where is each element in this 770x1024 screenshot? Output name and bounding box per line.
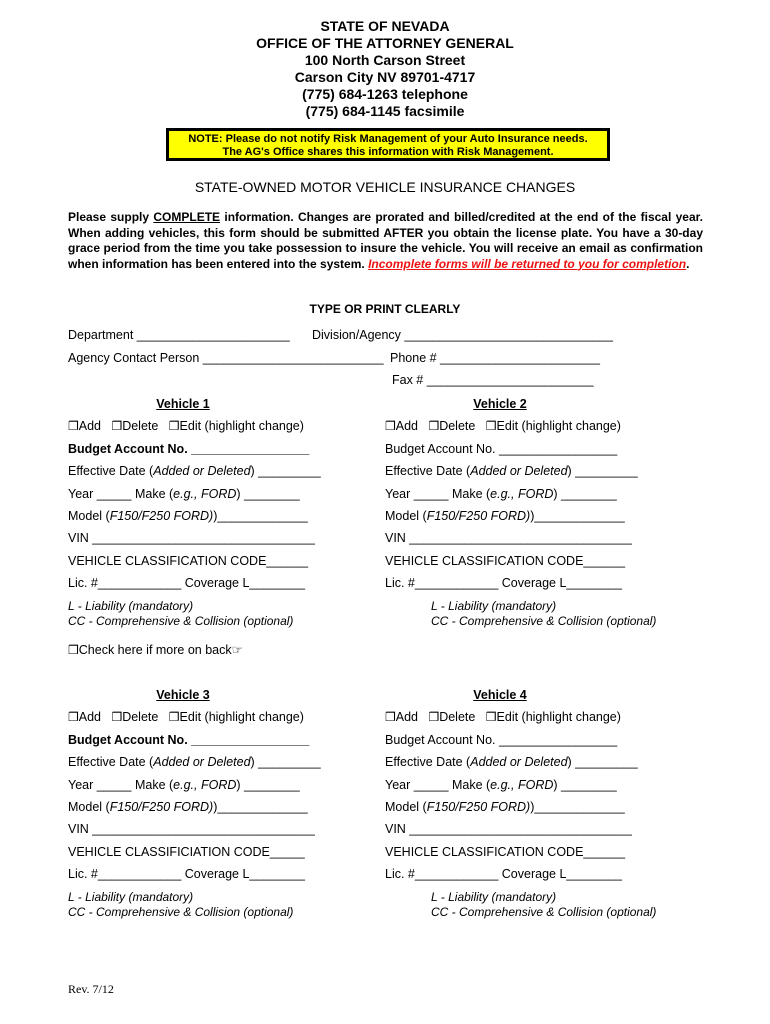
model-italic: F150/F250 FORD) [426,800,531,814]
vehicle-1-comprehensive-note: CC - Comprehensive & Collision (optional) [68,614,294,628]
eff-italic: Added or Deleted [470,755,568,769]
vehicle-2-vin[interactable]: VIN ________________________________ [385,531,632,545]
vehicle-2-delete-label: Delete [439,419,476,433]
model-post: )_____________ [530,800,625,814]
vehicle-4-budget-account[interactable]: Budget Account No. _________________ [385,733,618,747]
intro-complete: COMPLETE [153,210,221,224]
vehicle-1-model[interactable] [68,509,308,523]
year-italic: e.g., FORD [490,778,554,792]
vehicle-4-comprehensive-note: CC - Comprehensive & Collision (optional) [431,905,657,919]
vehicle-3-add-label: Add [78,710,102,724]
vehicle-1-action-row [68,419,304,433]
eff-pre: Effective Date ( [385,464,471,478]
eff-post: ) _________ [567,464,638,478]
type-print-heading: TYPE OR PRINT CLEARLY [309,302,461,316]
vehicle-4-liability-note: L - Liability (mandatory) [431,890,557,904]
vehicle-4-delete-checkbox[interactable]: ❒ [428,710,440,724]
hand-pointer-icon: ☞ [231,643,243,657]
model-pre: Model ( [68,509,110,523]
vehicle-1-vin[interactable]: VIN ________________________________ [68,531,315,545]
note-line-2: The AG's Office shares this information with Risk Management. [222,146,554,158]
eff-italic: Added or Deleted [153,464,251,478]
vehicle-2-license-coverage[interactable]: Lic. #____________ Coverage L________ [385,576,623,590]
vehicle-3-license-coverage[interactable]: Lic. #____________ Coverage L________ [68,867,306,881]
vehicle-3-effective-date[interactable] [68,755,321,769]
vehicle-4-vin[interactable]: VIN ________________________________ [385,822,632,836]
revision-label: Rev. 7/12 [68,982,114,996]
vehicle-1-edit-label: Edit (highlight change) [179,419,304,433]
vehicle-4-edit-label: Edit (highlight change) [496,710,621,724]
vehicle-4-delete-label: Delete [439,710,476,724]
year-italic: e.g., FORD [490,487,554,501]
model-italic: F150/F250 FORD) [426,509,531,523]
vehicle-2-classification-code[interactable]: VEHICLE CLASSIFICATION CODE______ [385,554,626,568]
header-street: 100 North Carson Street [304,52,466,68]
vehicle-1-classification-code[interactable]: VEHICLE CLASSIFICATION CODE______ [68,554,309,568]
vehicle-3-edit-checkbox[interactable]: ❒ [168,710,180,724]
model-italic: F150/F250 FORD) [109,509,214,523]
year-italic: e.g., FORD [173,778,237,792]
vehicle-4-model[interactable] [385,800,625,814]
year-post: ) ________ [236,487,300,501]
vehicle-2-delete-checkbox[interactable]: ❒ [428,419,440,433]
year-pre: Year _____ Make ( [385,778,491,792]
eff-pre: Effective Date ( [385,755,471,769]
model-pre: Model ( [68,800,110,814]
year-pre: Year _____ Make ( [68,487,174,501]
vehicle-1-license-coverage[interactable]: Lic. #____________ Coverage L________ [68,576,306,590]
model-italic: F150/F250 FORD) [109,800,214,814]
agency-contact-field[interactable]: Agency Contact Person __________________________ [68,351,384,365]
intro-text-2: information. Changes are prorated and billed/credited at the end of the fiscal year. When adding vehicles, this form should be submitted AFTER you obtain the license plate. You have a 30-day grace period from the time you take possession to insure the vehicle. You will receive an email as confirmation when information has been entered into the system. [68,210,703,271]
vehicle-2-action-row [385,419,621,433]
year-post: ) ________ [236,778,300,792]
intro-text-1: Please supply [68,210,154,224]
vehicle-1-budget-account[interactable]: Budget Account No. _________________ [68,442,310,456]
model-post: )_____________ [213,509,308,523]
vehicle-1-liability-note: L - Liability (mandatory) [68,599,194,613]
eff-italic: Added or Deleted [153,755,251,769]
vehicle-4-title: Vehicle 4 [473,688,527,702]
vehicle-4-year-make[interactable] [385,778,617,792]
eff-post: ) _________ [250,755,321,769]
vehicle-1-effective-date[interactable] [68,464,321,478]
vehicle-1-title: Vehicle 1 [156,397,210,411]
year-post: ) ________ [553,487,617,501]
check-more-on-back[interactable] [68,642,243,657]
model-post: )_____________ [213,800,308,814]
vehicle-3-title: Vehicle 3 [156,688,210,702]
year-pre: Year _____ Make ( [385,487,491,501]
vehicle-1-delete-label: Delete [122,419,159,433]
vehicle-4-edit-checkbox[interactable]: ❒ [485,710,497,724]
agency-header [0,18,770,120]
year-italic: e.g., FORD [173,487,237,501]
intro-warning: Incomplete forms will be returned to you for completion [368,256,687,271]
vehicle-3-comprehensive-note: CC - Comprehensive & Collision (optional) [68,905,294,919]
department-field[interactable]: Department ______________________ [68,328,290,342]
vehicle-3-delete-label: Delete [122,710,159,724]
vehicle-4-license-coverage[interactable]: Lic. #____________ Coverage L________ [385,867,623,881]
fax-field[interactable]: Fax # ________________________ [392,373,594,387]
vehicle-4-add-label: Add [395,710,419,724]
year-post: ) ________ [553,778,617,792]
vehicle-2-edit-checkbox[interactable]: ❒ [485,419,497,433]
vehicle-2-edit-label: Edit (highlight change) [496,419,621,433]
vehicle-4-action-row [385,710,621,724]
vehicle-2-add-checkbox[interactable]: ❒ [385,419,396,433]
vehicle-3-budget-account[interactable]: Budget Account No. _________________ [68,733,310,747]
header-city: Carson City NV 89701-4717 [294,69,476,85]
vehicle-2-liability-note: L - Liability (mandatory) [431,599,557,613]
model-pre: Model ( [385,509,427,523]
vehicle-3-action-row [68,710,304,724]
division-agency-field[interactable]: Division/Agency ______________________________ [312,328,613,342]
eff-pre: Effective Date ( [68,755,154,769]
vehicle-2-budget-account[interactable]: Budget Account No. _________________ [385,442,618,456]
header-state: STATE OF NEVADA [320,18,450,34]
vehicle-1-add-label: Add [78,419,102,433]
checkbox-icon[interactable]: ❒ [68,643,79,657]
instructions-paragraph [68,210,703,272]
vehicle-1-edit-checkbox[interactable]: ❒ [168,419,180,433]
vehicle-3-vin[interactable]: VIN ________________________________ [68,822,315,836]
phone-field[interactable]: Phone # _______________________ [390,351,600,365]
vehicle-3-model[interactable] [68,800,308,814]
header-telephone: (775) 684-1263 telephone [302,86,468,102]
year-pre: Year _____ Make ( [68,778,174,792]
vehicle-1-add-checkbox[interactable]: ❒ [68,419,79,433]
form-title: STATE-OWNED MOTOR VEHICLE INSURANCE CHANGES [194,179,576,195]
header-office: OFFICE OF THE ATTORNEY GENERAL [256,35,514,51]
vehicle-2-effective-date[interactable] [385,464,638,478]
eff-post: ) _________ [250,464,321,478]
check-back-label: Check here if more on back [78,643,232,657]
vehicle-3-year-make[interactable] [68,778,300,792]
vehicle-3-liability-note: L - Liability (mandatory) [68,890,194,904]
model-pre: Model ( [385,800,427,814]
vehicle-3-classification-code[interactable]: VEHICLE CLASSIFICIATION CODE_____ [68,845,305,859]
header-facsimile: (775) 684-1145 facsimile [305,103,465,119]
vehicle-4-effective-date[interactable] [385,755,638,769]
vehicle-2-comprehensive-note: CC - Comprehensive & Collision (optional) [431,614,657,628]
vehicle-2-title: Vehicle 2 [473,397,527,411]
intro-end: . [686,256,690,271]
vehicle-2-year-make[interactable] [385,487,617,501]
model-post: )_____________ [530,509,625,523]
vehicle-1-year-make[interactable] [68,487,300,501]
vehicle-3-delete-checkbox[interactable]: ❒ [111,710,123,724]
eff-post: ) _________ [567,755,638,769]
eff-pre: Effective Date ( [68,464,154,478]
note-box [166,128,610,161]
vehicle-3-add-checkbox[interactable]: ❒ [68,710,79,724]
vehicle-4-classification-code[interactable]: VEHICLE CLASSIFICATION CODE______ [385,845,626,859]
vehicle-2-model[interactable] [385,509,625,523]
vehicle-3-edit-label: Edit (highlight change) [179,710,304,724]
eff-italic: Added or Deleted [470,464,568,478]
vehicle-1-delete-checkbox[interactable]: ❒ [111,419,123,433]
vehicle-4-add-checkbox[interactable]: ❒ [385,710,396,724]
note-line-1: NOTE: Please do not notify Risk Management of your Auto Insurance needs. [188,133,588,145]
vehicle-2-add-label: Add [395,419,419,433]
